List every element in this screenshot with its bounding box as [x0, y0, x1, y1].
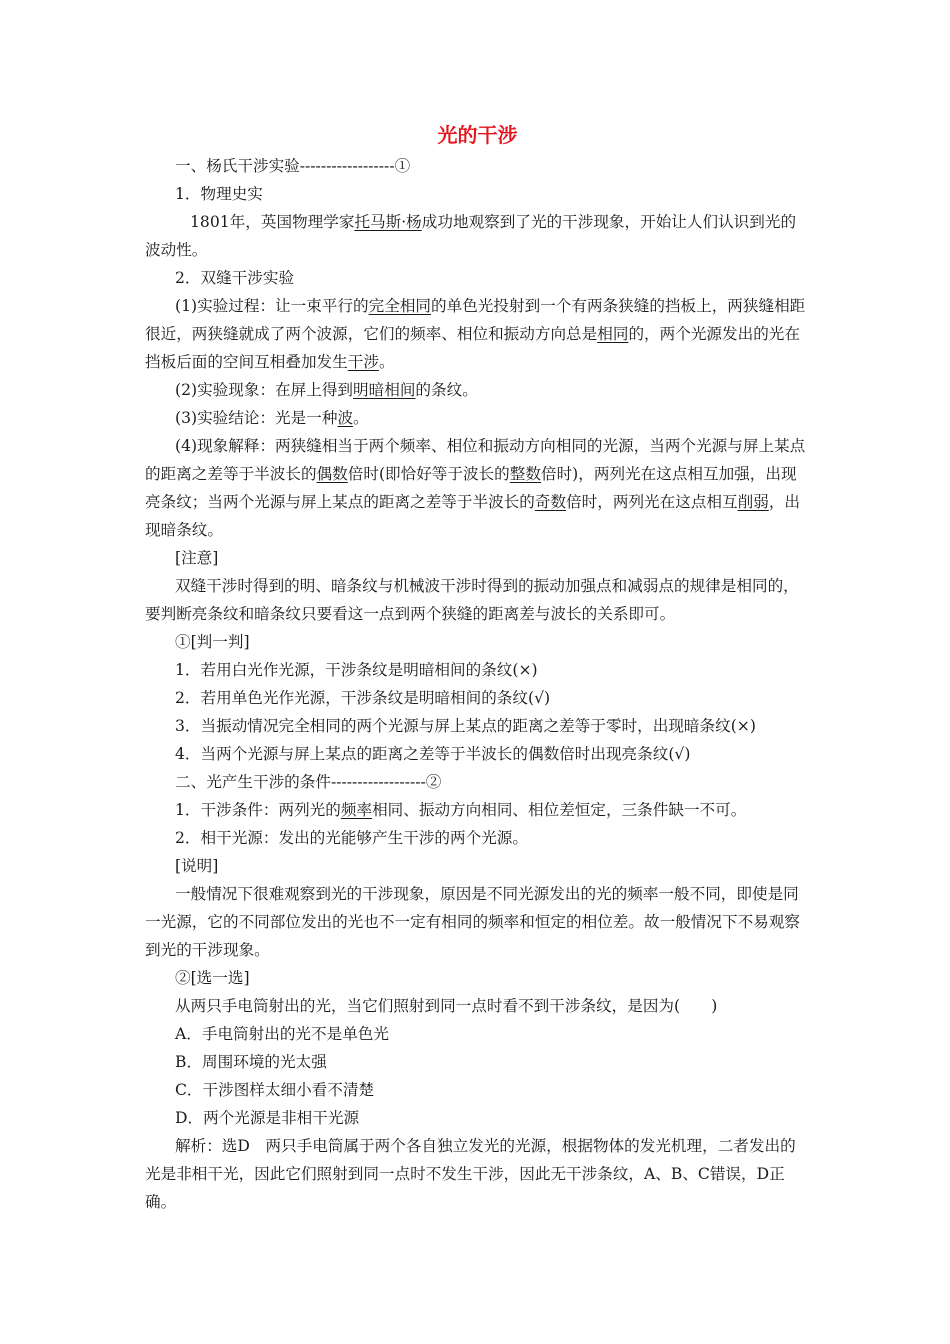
explanation-paragraph: (4)现象解释：两狭缝相当于两个频率、相位和振动方向相同的光源，当两个光源与屏上某点的距离之差等于半波长的偶数倍时(即恰好等于波长的整数倍时)，两列光在这点相互加强，出现亮条纹；当两个光源与屏上某点的距离之差等于半波长的奇数倍时，两列光在这点相互削弱，出现暗条纹。: [145, 437, 806, 539]
answer-analysis: 解析：选D 两只手电筒属于两个各自独立发光的光源，根据物体的发光机理，二者发出的光是非相干光，因此它们照射到同一点时不发生干涉，因此无干涉条纹，A、B、C错误，D正确。: [145, 1137, 796, 1211]
section-heading-1: 一、杨氏干涉实验------------------①: [175, 157, 411, 175]
process-paragraph: (1)实验过程：让一束平行的完全相同的单色光投射到一个有两条狭缝的挡板上，两狭缝相距很近，两狭缝就成了两个波源，它们的频率、相位和振动方向总是相同的，两个光源发出的光在挡板后面的空间互相叠加发生干涉。: [145, 297, 806, 371]
conclusion-paragraph: (3)实验结论：光是一种波。: [175, 409, 369, 427]
explain-paragraph: 一般情况下很难观察到光的干涉现象，原因是不同光源发出的光的频率一般不同，即使是同一光源，它的不同部位发出的光也不一定有相同的频率和恒定的相位差。故一般情况下不易观察到光的干涉现象。: [145, 885, 800, 959]
judge-item: 4．当两个光源与屏上某点的距离之差等于半波长的偶数倍时出现亮条纹(√): [175, 745, 691, 763]
section-heading-2: 二、光产生干涉的条件------------------②: [175, 773, 442, 791]
judge-item: 3．当振动情况完全相同的两个光源与屏上某点的距离之差等于零时，出现暗条纹(×): [175, 717, 756, 735]
option-a: A．手电筒射出的光不是单色光: [175, 1025, 389, 1043]
note-label: [注意]: [175, 549, 219, 567]
choose-label: ②[选一选]: [175, 969, 250, 987]
option-b: B．周围环境的光太强: [175, 1053, 327, 1071]
page-title: 光的干涉: [437, 123, 518, 147]
note-paragraph: 双缝干涉时得到的明、暗条纹与机械波干涉时得到的振动加强点和减弱点的规律是相同的，要判断亮条纹和暗条纹只要看这一点到两个狭缝的距离差与波长的关系即可。: [145, 577, 799, 623]
document-body: [145, 120, 810, 1216]
history-paragraph: 1801年，英国物理学家托马斯·杨成功地观察到了光的干涉现象，开始让人们认识到光的波动性。: [145, 213, 797, 259]
judge-item: 1．若用白光作光源，干涉条纹是明暗相间的条纹(×): [175, 661, 538, 679]
subheading-double-slit: 2．双缝干涉实验: [175, 269, 295, 287]
subheading-history: 1．物理史实: [175, 185, 263, 203]
explain-label: [说明]: [175, 857, 219, 875]
condition-item: 1．干涉条件：两列光的频率相同、振动方向相同、相位差恒定，三条件缺一不可。: [175, 801, 747, 819]
phenomenon-paragraph: (2)实验现象：在屏上得到明暗相间的条纹。: [175, 381, 478, 399]
option-c: C．干涉图样太细小看不清楚: [175, 1081, 375, 1099]
judge-label: ①[判一判]: [175, 633, 250, 651]
option-d: D．两个光源是非相干光源: [175, 1109, 360, 1127]
coherent-source-item: 2．相干光源：发出的光能够产生干涉的两个光源。: [175, 829, 528, 847]
judge-item: 2．若用单色光作光源，干涉条纹是明暗相间的条纹(√): [175, 689, 551, 707]
question-stem: 从两只手电筒射出的光，当它们照射到同一点时看不到干涉条纹，是因为( ): [175, 997, 718, 1015]
